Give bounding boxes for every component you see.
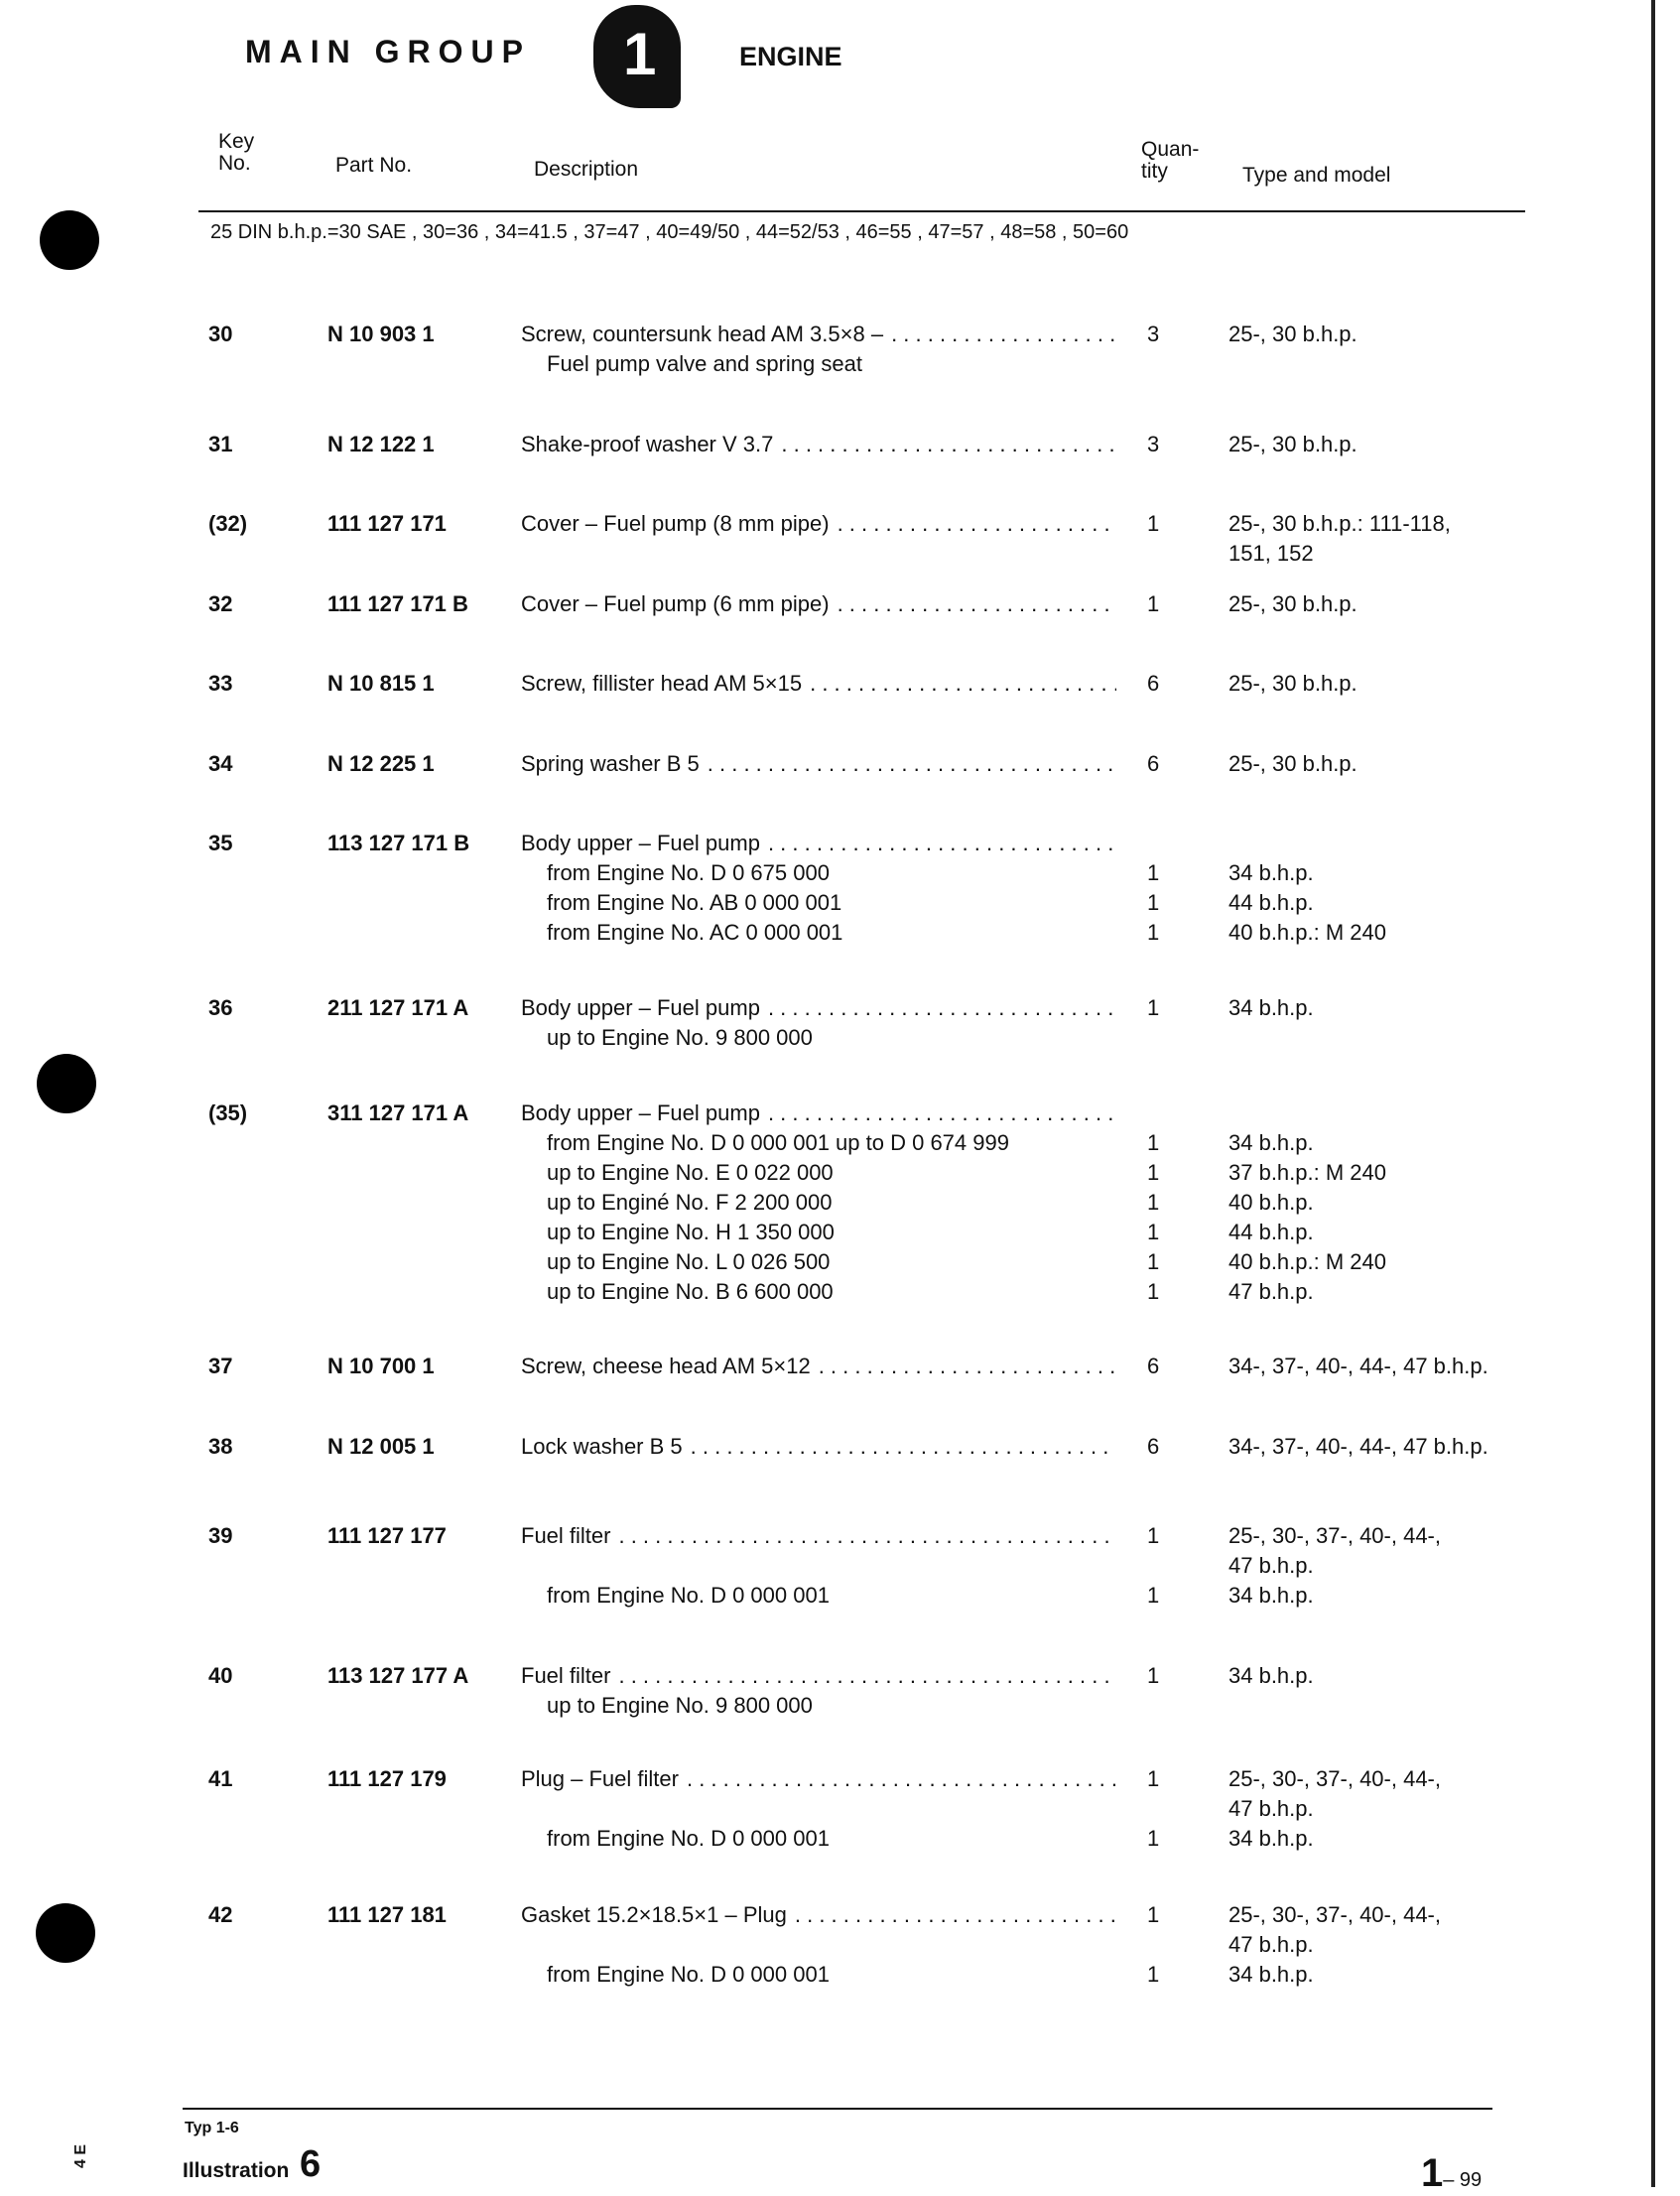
- page-edge: [1651, 0, 1655, 2187]
- key-number: 33: [208, 671, 233, 696]
- key-number: 39: [208, 1523, 233, 1548]
- type-model-cell: [1228, 669, 1526, 699]
- quantity-value: 6: [1147, 1434, 1160, 1459]
- dot-leader: [810, 669, 1116, 699]
- description-text: Body upper – Fuel pump: [521, 831, 760, 855]
- description-cell: [521, 829, 1116, 948]
- description-line: [521, 1661, 1116, 1691]
- description-line: [521, 1764, 1116, 1794]
- quantity-value: 3: [1147, 322, 1160, 346]
- quantity-cell: [1147, 430, 1187, 459]
- quantity-value: 1: [1147, 920, 1160, 945]
- header-rule: [198, 210, 1525, 212]
- type-model-cell: [1228, 1661, 1526, 1721]
- description-line: [521, 1098, 1116, 1128]
- key-number: 31: [208, 432, 233, 456]
- type-model-value: 34 b.h.p.: [1228, 1962, 1314, 1987]
- dot-leader: [687, 1764, 1116, 1794]
- type-model-value: 47 b.h.p.: [1228, 1796, 1314, 1821]
- description-text: Fuel filter: [521, 1523, 611, 1548]
- type-model-value: 37 b.h.p.: M 240: [1228, 1160, 1386, 1185]
- quantity-cell: [1147, 1432, 1187, 1462]
- description-text: Screw, cheese head AM 5×12: [521, 1354, 811, 1378]
- type-model-cell: [1228, 829, 1526, 948]
- quantity-cell: [1147, 589, 1187, 619]
- description-cell: [521, 1764, 1116, 1854]
- quantity-value: [1147, 1930, 1187, 1960]
- part-number: 111 127 179: [327, 1766, 447, 1791]
- quantity-value: 1: [1147, 1190, 1160, 1215]
- quantity-value: [1147, 1794, 1187, 1824]
- quantity-value: 1: [1147, 995, 1160, 1020]
- description-cell: [521, 669, 1116, 699]
- type-model-cell: [1228, 1352, 1526, 1381]
- type-model-value: [1228, 829, 1526, 858]
- description-subline: from Engine No. AB 0 000 001: [547, 890, 842, 915]
- type-model-value: 25-, 30 b.h.p.: 111-118,: [1228, 511, 1451, 536]
- quantity-cell: [1147, 509, 1187, 569]
- illustration-label: Illustration: [183, 2159, 290, 2182]
- key-number: (35): [208, 1100, 248, 1125]
- dot-leader: [708, 749, 1116, 779]
- column-header-key-no: Key No.: [218, 130, 255, 175]
- description-cell: [521, 320, 1116, 379]
- type-model-value: 34 b.h.p.: [1228, 1826, 1314, 1851]
- quantity-value: 6: [1147, 751, 1160, 776]
- part-number: N 12 005 1: [327, 1434, 435, 1459]
- key-number: 37: [208, 1354, 233, 1378]
- type-model-cell: [1228, 1432, 1526, 1462]
- description-cell: [521, 1432, 1116, 1462]
- quantity-value: 1: [1147, 1663, 1160, 1688]
- page-number-suffix: – 99: [1443, 2169, 1483, 2191]
- description-subline: up to Enginé No. F 2 200 000: [547, 1190, 833, 1215]
- quantity-value: [1147, 1691, 1187, 1721]
- part-number: N 12 225 1: [327, 751, 435, 776]
- description-line: [521, 1521, 1116, 1551]
- binder-hole-icon: [40, 210, 99, 270]
- dot-leader: [618, 1661, 1116, 1691]
- type-model-value: 44 b.h.p.: [1228, 890, 1314, 915]
- key-number: 41: [208, 1766, 233, 1791]
- type-model-value: 34 b.h.p.: [1228, 1583, 1314, 1608]
- type-model-value: 34 b.h.p.: [1228, 1130, 1314, 1155]
- description-line: [521, 509, 1116, 539]
- description-cell: [521, 430, 1116, 459]
- type-model-value: 25-, 30 b.h.p.: [1228, 591, 1357, 616]
- type-model-value: 47 b.h.p.: [1228, 1932, 1314, 1957]
- dot-leader: [838, 509, 1116, 539]
- hp-conversion-note: 25 DIN b.h.p.=30 SAE , 30=36 , 34=41.5 , 37=47 , 40=49/50 , 44=52/53 , 46=55 , 47=57 , 48=58 , 50=60: [210, 221, 1129, 243]
- quantity-value: 1: [1147, 1130, 1160, 1155]
- description-text: Lock washer B 5: [521, 1434, 683, 1459]
- description-text: Cover – Fuel pump (8 mm pipe): [521, 511, 830, 536]
- quantity-value: 1: [1147, 511, 1160, 536]
- quantity-value: 1: [1147, 1962, 1160, 1987]
- description-line: [521, 1352, 1116, 1381]
- quantity-value: 1: [1147, 1160, 1160, 1185]
- type-model-cell: [1228, 1900, 1526, 1990]
- quantity-value: 1: [1147, 1902, 1160, 1927]
- type-model-value: 40 b.h.p.: [1228, 1190, 1314, 1215]
- description-cell: [521, 1098, 1116, 1307]
- description-subline: Fuel pump valve and spring seat: [547, 351, 862, 376]
- description-subline: from Engine No. D 0 000 001: [547, 1826, 830, 1851]
- description-cell: [521, 749, 1116, 779]
- page-number: [1421, 2151, 1482, 2196]
- description-cell: [521, 1661, 1116, 1721]
- key-number: 42: [208, 1902, 233, 1927]
- quantity-value: [1147, 1551, 1187, 1581]
- description-subline: up to Engine No. L 0 026 500: [547, 1249, 831, 1274]
- part-number: N 12 122 1: [327, 432, 435, 456]
- dot-leader: [891, 320, 1116, 349]
- description-cell: [521, 1521, 1116, 1611]
- type-model-value: 40 b.h.p.: M 240: [1228, 920, 1386, 945]
- quantity-cell: [1147, 669, 1187, 699]
- quantity-cell: [1147, 1521, 1187, 1611]
- section-title: ENGINE: [739, 42, 842, 71]
- description-text: Plug – Fuel filter: [521, 1766, 679, 1791]
- description-text: Screw, fillister head AM 5×15: [521, 671, 803, 696]
- quantity-value: [1147, 349, 1187, 379]
- quantity-cell: [1147, 1661, 1187, 1721]
- key-number: 32: [208, 591, 233, 616]
- type-model-cell: [1228, 320, 1526, 379]
- part-number: 113 127 171 B: [327, 831, 470, 855]
- description-line: [521, 749, 1116, 779]
- description-line: [521, 829, 1116, 858]
- type-model-value: 25-, 30 b.h.p.: [1228, 671, 1357, 696]
- type-model-value: 25-, 30-, 37-, 40-, 44-,: [1228, 1766, 1441, 1791]
- quantity-value: 1: [1147, 1523, 1160, 1548]
- type-model-cell: [1228, 1098, 1526, 1307]
- type-label: Typ 1-6: [185, 2120, 239, 2136]
- description-subline: up to Engine No. H 1 350 000: [547, 1220, 835, 1244]
- type-model-value: [1228, 1098, 1526, 1128]
- quantity-value: 3: [1147, 432, 1160, 456]
- type-model-cell: [1228, 589, 1526, 619]
- description-cell: [521, 1352, 1116, 1381]
- key-number: 30: [208, 322, 233, 346]
- column-header-type-model: Type and model: [1242, 164, 1391, 187]
- part-number: 113 127 177 A: [327, 1663, 469, 1688]
- binder-hole-icon: [37, 1054, 96, 1113]
- description-cell: [521, 509, 1116, 569]
- type-model-value: [1228, 1691, 1526, 1721]
- type-model-cell: [1228, 430, 1526, 459]
- quantity-cell: [1147, 320, 1187, 379]
- part-number: N 10 815 1: [327, 671, 435, 696]
- part-number: N 10 903 1: [327, 322, 435, 346]
- quantity-value: 1: [1147, 591, 1160, 616]
- description-subline: from Engine No. D 0 000 001: [547, 1962, 830, 1987]
- column-header-part-no: Part No.: [335, 154, 413, 177]
- part-number: 111 127 181: [327, 1902, 447, 1927]
- type-model-value: [1228, 1023, 1526, 1053]
- description-line: [521, 320, 1116, 349]
- description-line: [521, 1900, 1116, 1930]
- quantity-cell: [1147, 829, 1187, 948]
- quantity-value: [1147, 1098, 1187, 1128]
- type-model-value: 34-, 37-, 40-, 44-, 47 b.h.p.: [1228, 1434, 1488, 1459]
- part-number: 111 127 171 B: [327, 591, 468, 616]
- dot-leader: [795, 1900, 1116, 1930]
- description-line: [521, 1432, 1116, 1462]
- dot-leader: [691, 1432, 1116, 1462]
- quantity-value: 6: [1147, 1354, 1160, 1378]
- type-model-value: [1228, 349, 1526, 379]
- description-line: [521, 589, 1116, 619]
- description-cell: [521, 1900, 1116, 1990]
- part-number: 111 127 171: [327, 511, 447, 536]
- quantity-value: 1: [1147, 1766, 1160, 1791]
- quantity-value: 1: [1147, 1826, 1160, 1851]
- description-subline: [521, 539, 1116, 569]
- type-model-value: 34 b.h.p.: [1228, 995, 1314, 1020]
- type-model-value: 44 b.h.p.: [1228, 1220, 1314, 1244]
- description-subline: up to Engine No. 9 800 000: [547, 1693, 813, 1718]
- quantity-value: 1: [1147, 1279, 1160, 1304]
- description-subline: from Engine No. D 0 675 000: [547, 860, 830, 885]
- quantity-cell: [1147, 749, 1187, 779]
- description-text: Gasket 15.2×18.5×1 – Plug: [521, 1902, 787, 1927]
- description-text: Fuel filter: [521, 1663, 611, 1688]
- type-model-cell: [1228, 993, 1526, 1053]
- description-subline: [521, 1794, 1116, 1824]
- quantity-value: 1: [1147, 1583, 1160, 1608]
- description-line: [521, 430, 1116, 459]
- quantity-cell: [1147, 1900, 1187, 1990]
- dot-leader: [618, 1521, 1116, 1551]
- part-number: 211 127 171 A: [327, 995, 469, 1020]
- quantity-value: 6: [1147, 671, 1160, 696]
- dot-leader: [768, 993, 1116, 1023]
- key-number: (32): [208, 511, 248, 536]
- column-header-description: Description: [534, 158, 639, 181]
- description-text: Shake-proof washer V 3.7: [521, 432, 774, 456]
- type-model-value: 25-, 30 b.h.p.: [1228, 322, 1357, 346]
- type-model-value: 47 b.h.p.: [1228, 1279, 1314, 1304]
- description-subline: [521, 1930, 1116, 1960]
- type-model-cell: [1228, 1521, 1526, 1611]
- key-number: 40: [208, 1663, 233, 1688]
- page-number-main: 1: [1421, 2151, 1444, 2195]
- quantity-value: 1: [1147, 860, 1160, 885]
- description-cell: [521, 993, 1116, 1053]
- quantity-cell: [1147, 1098, 1187, 1307]
- type-model-cell: [1228, 509, 1526, 569]
- quantity-cell: [1147, 1352, 1187, 1381]
- type-model-cell: [1228, 749, 1526, 779]
- description-subline: up to Engine No. B 6 600 000: [547, 1279, 834, 1304]
- quantity-value: 1: [1147, 1249, 1160, 1274]
- quantity-value: 1: [1147, 890, 1160, 915]
- type-model-value: 25-, 30 b.h.p.: [1228, 432, 1357, 456]
- type-model-value: 151, 152: [1228, 541, 1314, 566]
- quantity-value: [1147, 1023, 1187, 1053]
- key-number: 34: [208, 751, 233, 776]
- type-model-value: 34-, 37-, 40-, 44-, 47 b.h.p.: [1228, 1354, 1488, 1378]
- key-number: 36: [208, 995, 233, 1020]
- dot-leader: [838, 589, 1116, 619]
- description-line: [521, 669, 1116, 699]
- key-number: 38: [208, 1434, 233, 1459]
- illustration-number: 6: [300, 2143, 322, 2185]
- description-text: Body upper – Fuel pump: [521, 995, 760, 1020]
- quantity-value: 1: [1147, 1220, 1160, 1244]
- dot-leader: [819, 1352, 1116, 1381]
- quantity-value: [1147, 829, 1187, 858]
- type-model-value: 34 b.h.p.: [1228, 860, 1314, 885]
- quantity-cell: [1147, 993, 1187, 1053]
- type-model-cell: [1228, 1764, 1526, 1854]
- type-model-value: 47 b.h.p.: [1228, 1553, 1314, 1578]
- description-text: Screw, countersunk head AM 3.5×8 –: [521, 322, 884, 346]
- footer-rule: [183, 2108, 1492, 2110]
- description-subline: from Engine No. D 0 000 001 up to D 0 674 999: [547, 1130, 1009, 1155]
- type-model-value: 25-, 30-, 37-, 40-, 44-,: [1228, 1902, 1441, 1927]
- description-subline: up to Engine No. 9 800 000: [547, 1025, 813, 1050]
- description-subline: [521, 1551, 1116, 1581]
- main-group-label: MAIN GROUP: [245, 34, 531, 69]
- description-text: Cover – Fuel pump (6 mm pipe): [521, 591, 830, 616]
- group-number: 1: [623, 21, 657, 87]
- description-cell: [521, 589, 1116, 619]
- description-subline: from Engine No. AC 0 000 001: [547, 920, 843, 945]
- part-number: 111 127 177: [327, 1523, 447, 1548]
- type-model-value: 25-, 30-, 37-, 40-, 44-,: [1228, 1523, 1441, 1548]
- description-subline: up to Engine No. E 0 022 000: [547, 1160, 834, 1185]
- description-text: Body upper – Fuel pump: [521, 1100, 760, 1125]
- binder-hole-icon: [36, 1903, 95, 1963]
- dot-leader: [768, 829, 1116, 858]
- type-model-value: 25-, 30 b.h.p.: [1228, 751, 1357, 776]
- dot-leader: [781, 430, 1116, 459]
- type-model-value: 40 b.h.p.: M 240: [1228, 1249, 1386, 1274]
- quantity-cell: [1147, 1764, 1187, 1854]
- description-subline: from Engine No. D 0 000 001: [547, 1583, 830, 1608]
- dot-leader: [768, 1098, 1116, 1128]
- part-number: 311 127 171 A: [327, 1100, 469, 1125]
- key-number: 35: [208, 831, 233, 855]
- description-text: Spring washer B 5: [521, 751, 700, 776]
- part-number: N 10 700 1: [327, 1354, 435, 1378]
- description-line: [521, 993, 1116, 1023]
- side-mark: 4 E: [72, 2143, 90, 2169]
- type-model-value: 34 b.h.p.: [1228, 1663, 1314, 1688]
- quantity-value: [1147, 539, 1187, 569]
- column-header-quantity: Quan- tity: [1141, 138, 1200, 183]
